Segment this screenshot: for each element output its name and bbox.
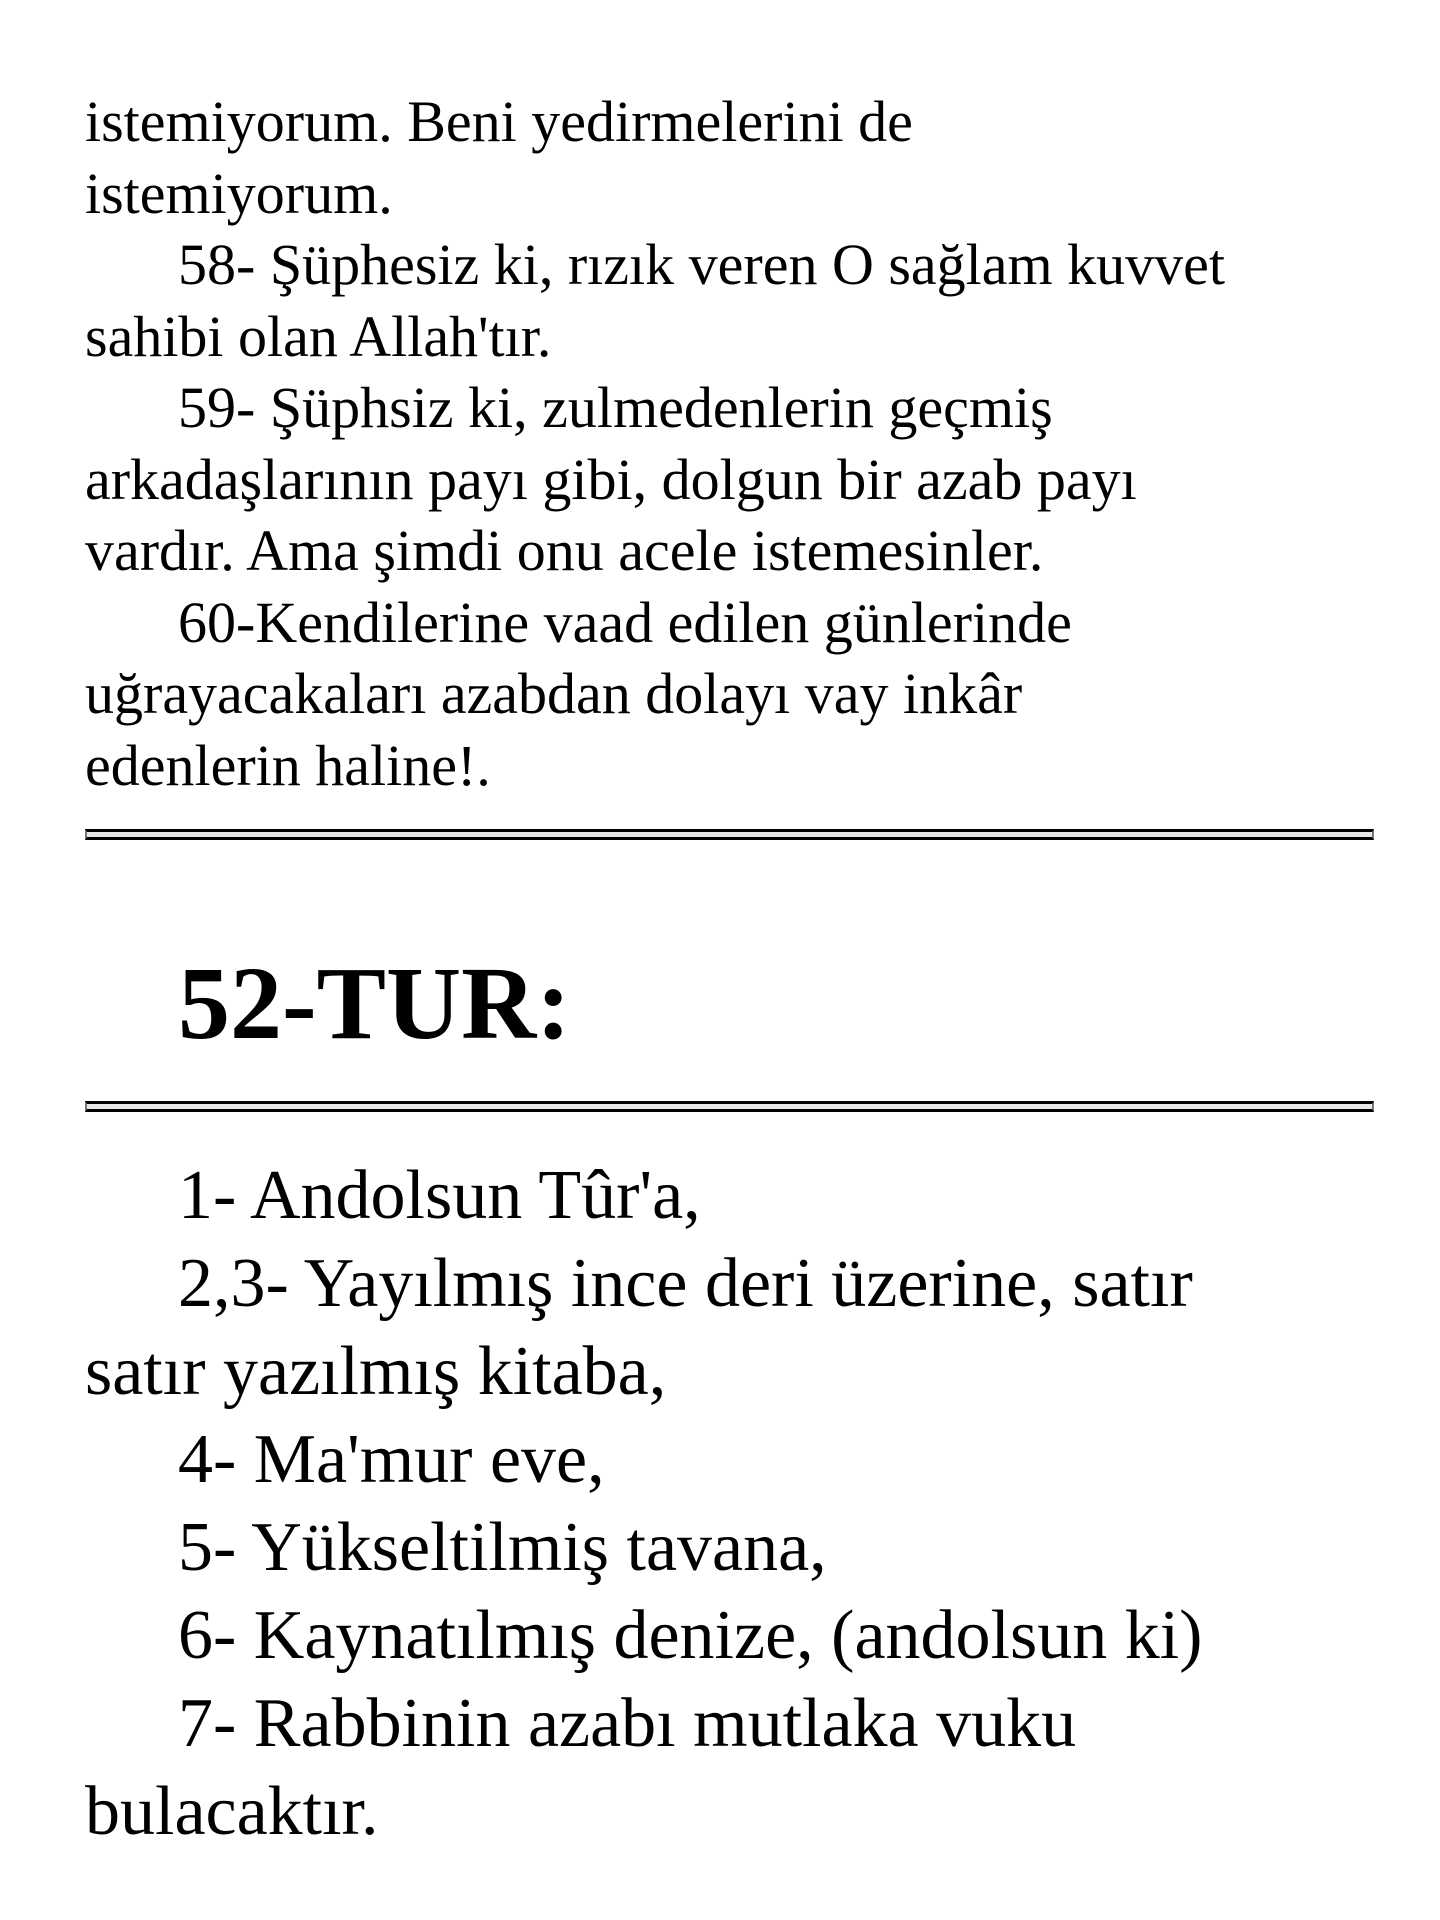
text-line: arkadaşlarının payı gibi, dolgun bir azab payı [85, 446, 1137, 512]
text-line: vardır. Ama şimdi onu acele istemesinler. [85, 518, 1044, 583]
verse-7: 7- Rabbinin azabı mutlaka vuku [178, 1685, 1077, 1762]
surah-tur-text [85, 1152, 1385, 1856]
previous-surah-text [85, 86, 1385, 801]
verse-60: 60-Kendilerine vaad edilen günlerinde [178, 589, 1072, 655]
verse-58: 58- Şüphesiz ki, rızık veren O sağlam kuvvet [178, 232, 1225, 297]
verse-5: 5- Yükseltilmiş tavana, [178, 1509, 827, 1586]
text-line: uğrayacakaları azabdan dolayı vay inkâr [85, 661, 1023, 726]
text-line: bulacaktır. [85, 1773, 379, 1850]
text-line: edenlerin haline!. [85, 732, 491, 798]
text-line: satır yazılmış kitaba, [85, 1333, 667, 1410]
verse-1: 1- Andolsun Tûr'a, [178, 1157, 701, 1234]
horizontal-rule [85, 1101, 1374, 1112]
verse-4: 4- Ma'mur eve, [178, 1421, 605, 1498]
verse-59: 59- Şüphsiz ki, zulmedenlerin geçmiş [178, 375, 1053, 440]
surah-heading: 52-TUR: [178, 946, 571, 1061]
text-line: istemiyorum. [85, 160, 393, 226]
text-line: sahibi olan Allah'tır. [85, 303, 552, 369]
verse-2-3: 2,3- Yayılmış ince deri üzerine, satır [178, 1245, 1193, 1322]
text-line: istemiyorum. Beni yedirmelerini de [85, 89, 913, 154]
verse-6: 6- Kaynatılmış denize, (andolsun ki) [178, 1597, 1203, 1674]
horizontal-rule [85, 829, 1374, 840]
